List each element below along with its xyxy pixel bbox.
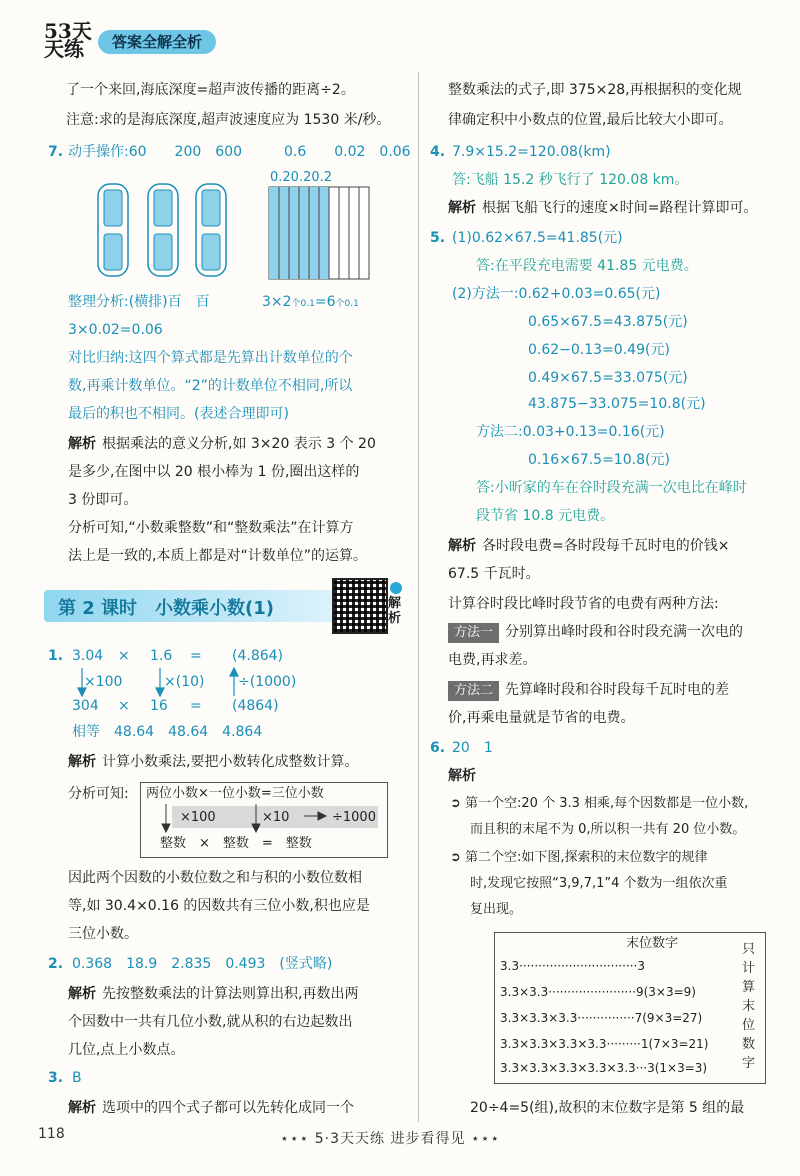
text-line: 67.5 千瓦时。 bbox=[448, 566, 540, 582]
answer-line: 3×2个0.1=6个0.1 bbox=[262, 294, 359, 310]
table-header: 末位数字 bbox=[626, 936, 679, 951]
figure-label: 0.20.20.2 bbox=[270, 170, 333, 185]
text-line: 解析 根据飞船飞行的速度×时间=路程计算即可。 bbox=[448, 200, 758, 216]
question-number: 5. bbox=[430, 230, 446, 246]
answer-line: 20 1 bbox=[452, 740, 493, 756]
calc-arrow-label: ×100 bbox=[84, 674, 123, 690]
tenths-grid-figure bbox=[268, 186, 372, 282]
question-number: 3. bbox=[48, 1070, 64, 1086]
method-tag: 方法一 bbox=[448, 623, 499, 643]
calc-op: = bbox=[190, 698, 202, 714]
answer-line: (1)0.62×67.5=41.85(元) bbox=[452, 230, 623, 246]
box-text: ×100 bbox=[180, 810, 216, 825]
table-row: 3.3×3.3×3.3···············7(9×3=27) bbox=[500, 1011, 703, 1025]
answer-line: 答:飞船 15.2 秒飞行了 120.08 km。 bbox=[452, 172, 689, 188]
text-line: 3 份即可。 bbox=[68, 492, 138, 508]
box-text: 两位小数×一位小数=三位小数 bbox=[146, 786, 324, 801]
table-row: 3.3×3.3×3.3×3.3·········1(7×3=21) bbox=[500, 1037, 709, 1051]
lesson-title: 第 2 课时 小数乘小数(1) bbox=[58, 598, 275, 619]
text-line: 法上是一致的,本质上都是对“计数单位”的运算。 bbox=[68, 548, 367, 564]
text-line: 分析可知: bbox=[68, 786, 129, 802]
text-line: ➲ 第一个空:20 个 3.3 相乘,每个因数都是一位小数, bbox=[450, 796, 749, 811]
calc-value: 3.04 bbox=[72, 648, 104, 664]
answer-line: 对比归纳:这四个算式都是先算出计数单位的个 bbox=[68, 350, 353, 366]
question-number: 1. bbox=[48, 648, 64, 664]
calc-value: 16 bbox=[150, 698, 168, 714]
question-number: 6. bbox=[430, 740, 446, 756]
text-line: 计算谷时段比峰时段节省的电费有两种方法: bbox=[448, 596, 719, 612]
answer-line: B bbox=[72, 1070, 82, 1086]
table-row: 3.3×3.3×3.3×3.3×3.3···3(1×3=3) bbox=[500, 1061, 708, 1075]
answer-line: 0.62−0.13=0.49(元) bbox=[528, 342, 670, 358]
text-line: 解析 先按整数乘法的计算法则算出积,再数出两 bbox=[68, 986, 359, 1002]
pointer-icon: ➲ bbox=[450, 796, 466, 811]
column-divider bbox=[418, 72, 419, 1122]
analysis-label: 解析 bbox=[448, 768, 476, 784]
text-line: 了一个来回,海底深度=超声波传播的距离÷2。 bbox=[66, 82, 355, 98]
table-row: 3.3·······························3 bbox=[500, 959, 645, 973]
text-line: 分析可知,“小数乘整数”和“整数乘法”在计算方 bbox=[68, 520, 354, 536]
text-line: 因此两个因数的小数位数之和与积的小数位数相 bbox=[68, 870, 362, 886]
table-row: 3.3×3.3·······················9(3×3=9) bbox=[500, 985, 696, 999]
play-icon[interactable] bbox=[390, 582, 402, 594]
header-title: 答案全解全析 bbox=[98, 30, 216, 54]
box-text: ÷1000 bbox=[332, 810, 376, 825]
text-line: 方法一 分别算出峰时段和谷时段充满一次电的 bbox=[448, 622, 743, 643]
answer-line: 数,再乘计数单位。“2”的计数单位不相同,所以 bbox=[68, 378, 353, 394]
box-text: ×10 bbox=[262, 810, 290, 825]
text-line: 而且积的末尾不为 0,所以积一共有 20 位小数。 bbox=[470, 822, 746, 837]
text-line: ➲ 第二个空:如下图,探索积的末位数字的规律 bbox=[450, 850, 708, 865]
text-line: 注意:求的是海底深度,超声波速度应为 1530 米/秒。 bbox=[66, 112, 391, 128]
answer-line: 43.875−33.075=10.8(元) bbox=[528, 396, 706, 412]
pointer-icon: ➲ bbox=[450, 850, 466, 865]
calc-value: 1.6 bbox=[150, 648, 173, 664]
answer-line: 0.65×67.5=43.875(元) bbox=[528, 314, 688, 330]
text-line: 律确定积中小数点的位置,最后比较大小即可。 bbox=[448, 112, 733, 128]
answer-line: 动手操作:60 200 600 0.6 0.02 0.06 bbox=[68, 144, 411, 160]
text-line: 解析 根据乘法的意义分析,如 3×20 表示 3 个 20 bbox=[68, 436, 376, 452]
box-text: 整数 × 整数 = 整数 bbox=[160, 836, 312, 851]
text-line: 价,再乘电量就是节省的电费。 bbox=[448, 710, 635, 726]
page-number: 118 bbox=[38, 1126, 65, 1142]
text-line: 解析 计算小数乘法,要把小数转化成整数计算。 bbox=[68, 754, 359, 770]
question-number: 7. bbox=[48, 144, 64, 160]
text-line: 三位小数。 bbox=[68, 926, 138, 942]
calc-op: × bbox=[118, 648, 130, 664]
text-line: 解析 选项中的四个式子都可以先转化成同一个 bbox=[68, 1100, 354, 1116]
answer-line: 方法二:0.03+0.13=0.16(元) bbox=[476, 424, 665, 440]
qr-label: 解析 bbox=[388, 596, 402, 626]
answer-line: 3×0.02=0.06 bbox=[68, 322, 163, 338]
footer-slogan: ⋆⋆⋆ 5·3天天练 进步看得见 ⋆⋆⋆ bbox=[280, 1131, 501, 1147]
text-line: 方法二 先算峰时段和谷时段每千瓦时电的差 bbox=[448, 680, 729, 701]
calc-arrow-label: ×(10) bbox=[164, 674, 205, 690]
answer-line: 相等 48.64 48.64 4.864 bbox=[72, 724, 263, 740]
answer-line: 7.9×15.2=120.08(km) bbox=[452, 144, 611, 160]
text-line: 整数乘法的式子,即 375×28,再根据积的变化规 bbox=[448, 82, 742, 98]
text-line: 等,如 30.4×0.16 的因数共有三位小数,积也应是 bbox=[68, 898, 370, 914]
answer-line: 0.49×67.5=33.075(元) bbox=[528, 370, 688, 386]
text-line: 20÷4=5(组),故积的末位数字是第 5 组的最 bbox=[470, 1100, 745, 1116]
answer-line: 整理分析:(横排)百 百 bbox=[68, 294, 210, 310]
answer-line: 0.16×67.5=10.8(元) bbox=[528, 452, 670, 468]
calc-arrow-label: ÷(1000) bbox=[238, 674, 297, 690]
calc-value: (4.864) bbox=[232, 648, 284, 664]
text-line: 几位,点上小数点。 bbox=[68, 1042, 185, 1058]
calc-op: × bbox=[118, 698, 130, 714]
answer-line: 段节省 10.8 元电费。 bbox=[476, 508, 615, 524]
table-side-label: 只计算末位数字 bbox=[742, 942, 756, 1071]
text-line: 是多少,在图中以 20 根小棒为 1 份,圈出这样的 bbox=[68, 464, 360, 480]
calc-value: (4864) bbox=[232, 698, 279, 714]
answer-line: 最后的积也不相同。(表述合理即可) bbox=[68, 406, 289, 422]
stick-bundles-figure bbox=[96, 178, 236, 280]
question-number: 2. bbox=[48, 956, 64, 972]
text-line: 时,发现它按照“3,9,7,1”4 个数为一组依次重 bbox=[470, 876, 728, 891]
answer-line: 0.368 18.9 2.835 0.493 (竖式略) bbox=[72, 956, 333, 972]
text-line: 解析 各时段电费=各时段每千瓦时电的价钱× bbox=[448, 538, 730, 554]
method-tag: 方法二 bbox=[448, 681, 499, 701]
answer-line: 答:在平段充电需要 41.85 元电费。 bbox=[476, 258, 698, 274]
logo: 53天天练 bbox=[44, 19, 92, 61]
text-line: 电费,再求差。 bbox=[448, 652, 537, 668]
calc-op: = bbox=[190, 648, 202, 664]
question-number: 4. bbox=[430, 144, 446, 160]
text-line: 复出现。 bbox=[470, 902, 523, 917]
text-line: 个因数中一共有几位小数,就从积的右边起数出 bbox=[68, 1014, 353, 1030]
calc-value: 304 bbox=[72, 698, 99, 714]
answer-line: (2)方法一:0.62+0.03=0.65(元) bbox=[452, 286, 661, 302]
answer-line: 答:小昕家的车在谷时段充满一次电比在峰时 bbox=[476, 480, 747, 496]
qr-code[interactable] bbox=[332, 578, 388, 634]
